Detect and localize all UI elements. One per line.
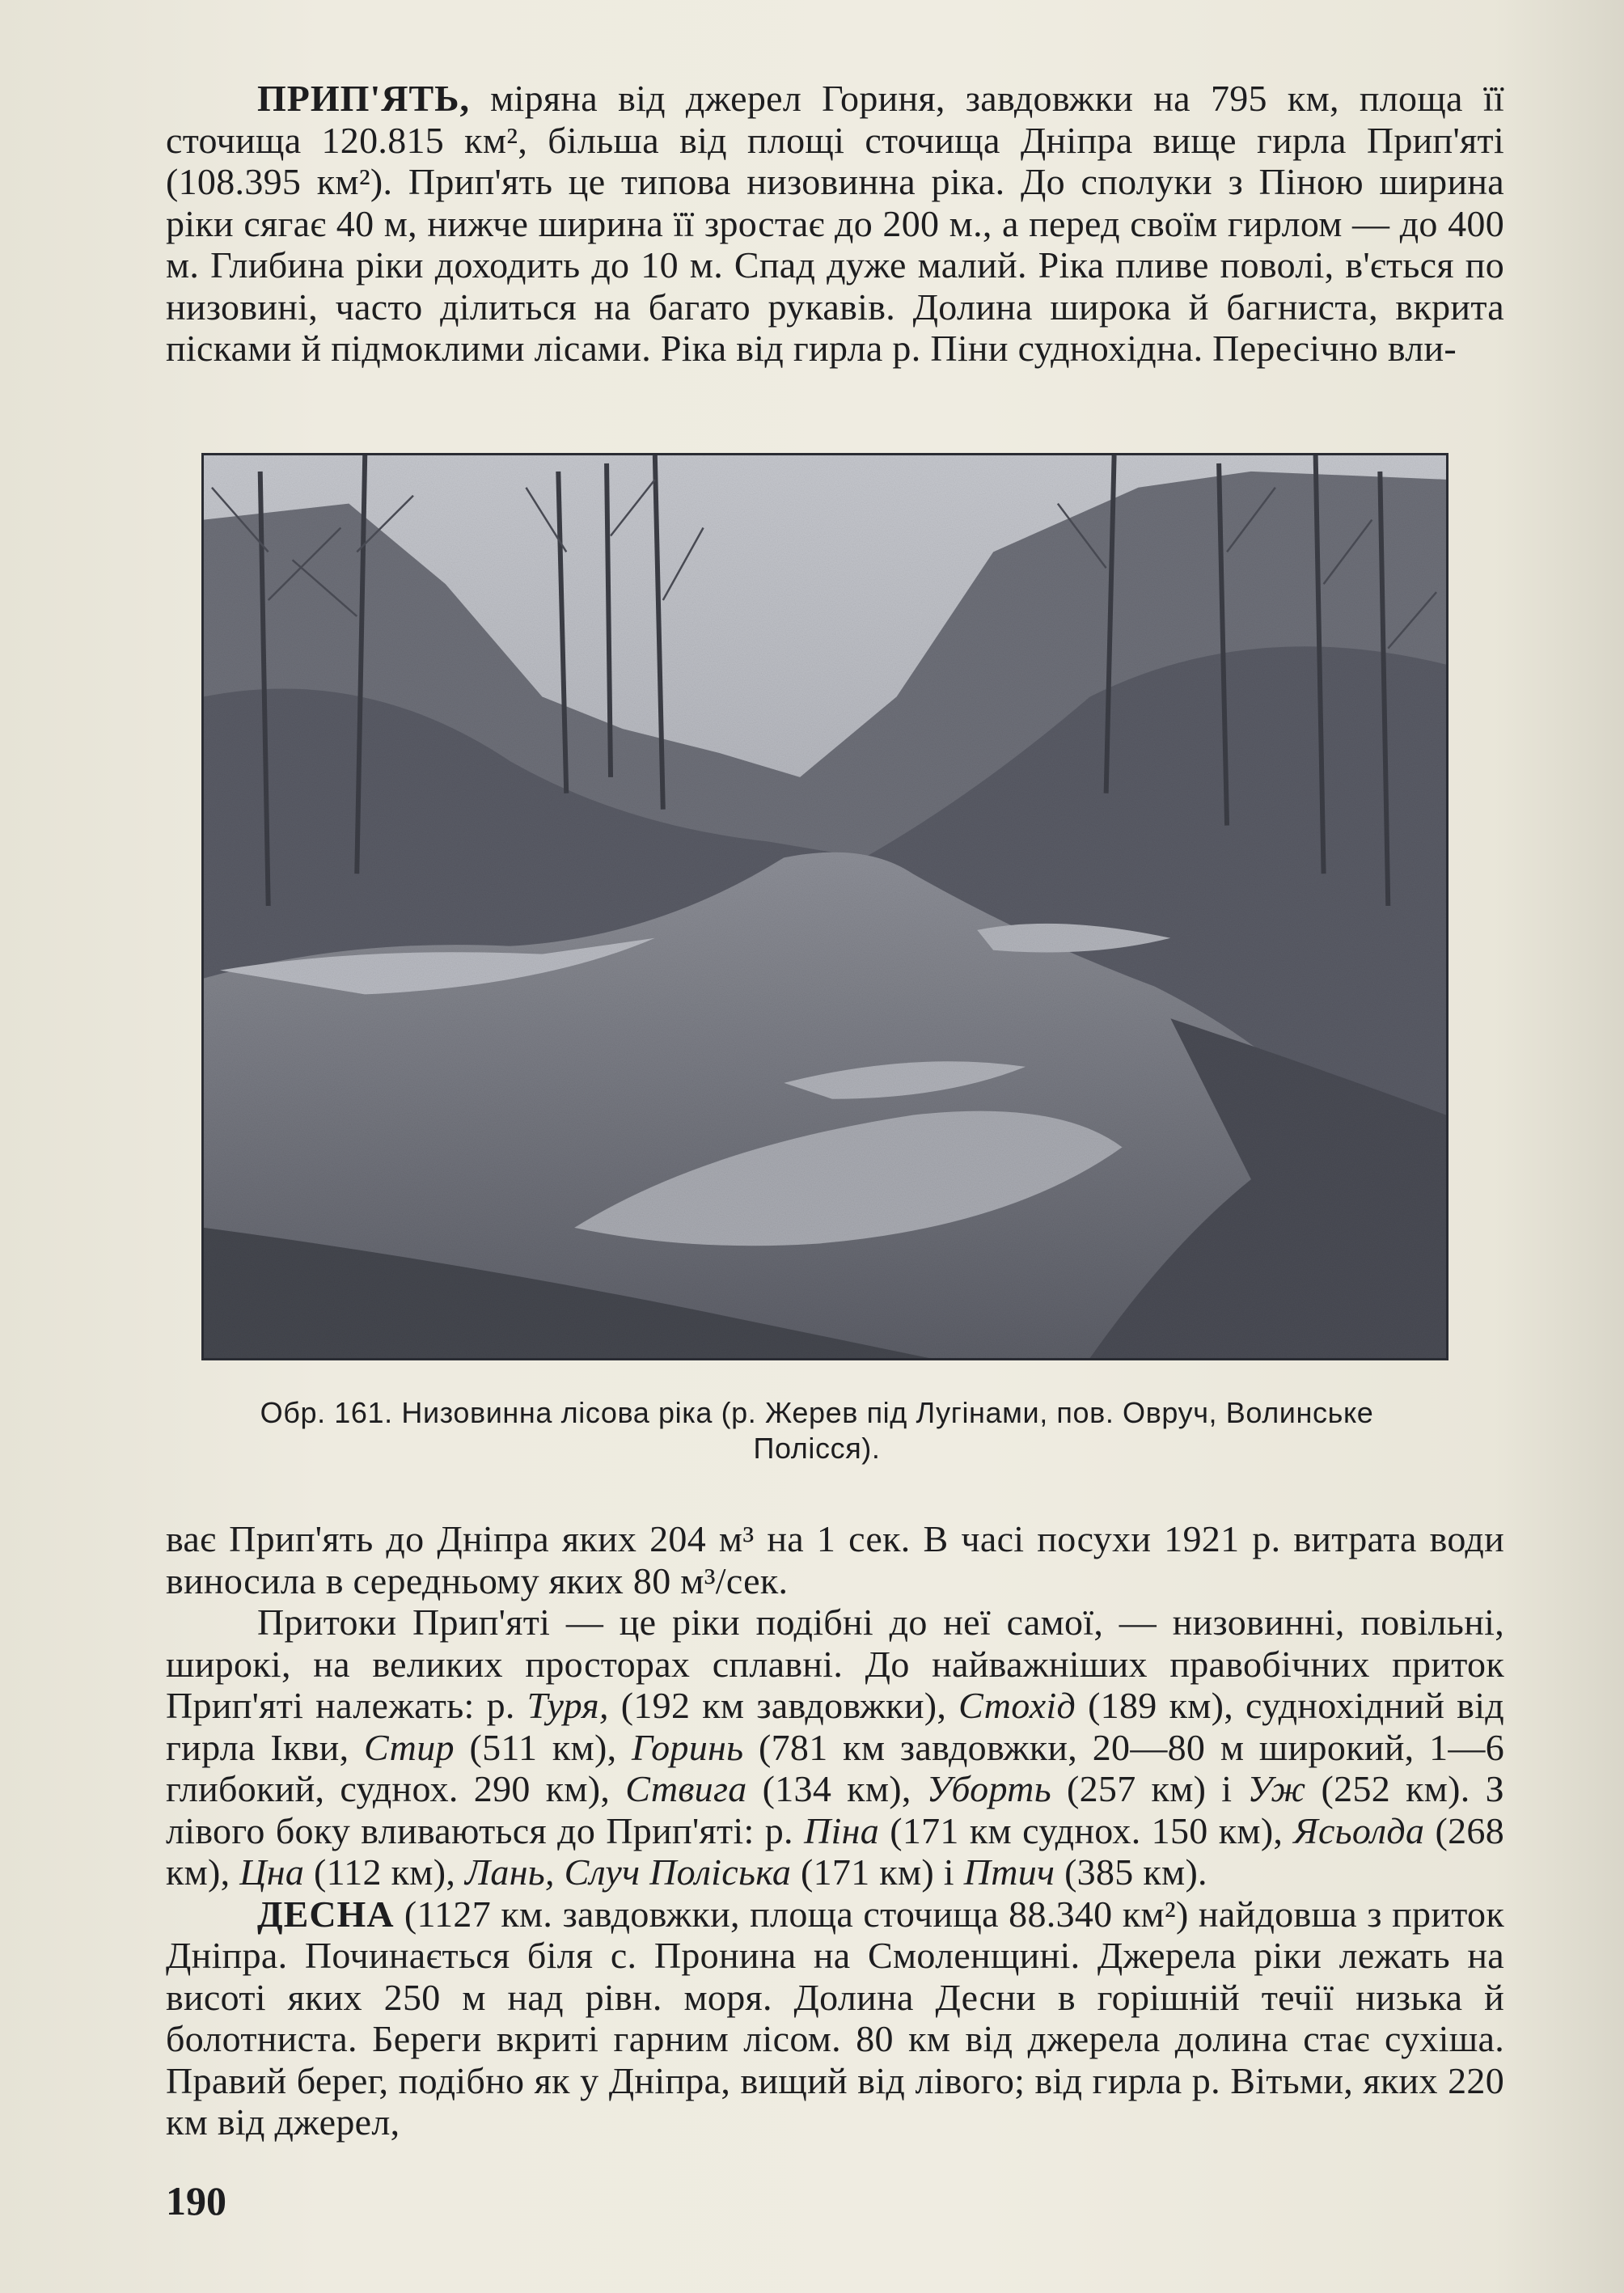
tributaries-text: (171 км суднох. 150 км), [879,1809,1294,1851]
tributaries-text: (134 км), [746,1768,927,1809]
river-name: Цна [239,1851,305,1893]
tributaries-text: (511 км), [454,1726,632,1768]
river-photo-illustration [204,455,1446,1358]
tributaries-text: (112 км), [304,1851,465,1893]
tributaries-text: (171 км) і [791,1851,964,1893]
paragraph-discharge: ває Прип'ять до Дніпра яких 204 м³ на 1 сек. В часі посухи 1921 р. витрата води виносила в середньому яких 80 м³/сек. [166,1518,1504,1601]
tributaries-text: (385 км). [1055,1851,1207,1893]
river-name: Лань, Случ Поліська [464,1851,792,1893]
river-name: Уж [1247,1768,1306,1809]
tributaries-text: (252 км). З лівого боку вливаються до Прип'яті: р. [166,1768,1504,1851]
paragraph-desna-text: (1127 км. завдовжки, площа сточища 88.340 км²) найдовша з приток Дніпра. Починається біля с. Пронина на Смоленщині. Джерела ріки лежать на висоті яких 250 м над рівн. моря. Долина Десни в горішній течії низька й болотниста. Береги вкриті гарним лісом. 80 км від джерела долина стає сухіша. Правий берег, подібно як у Дніпра, вищий від лівого; від гирла р. Вітьми, яких 220 км від джерел, [166,1893,1504,2143]
page-number: 190 [166,2178,226,2223]
paragraph-desna [166,1893,1504,2143]
tributaries-text: Притоки Прип'яті — це ріки подібні до неї самої, — низовинні, повільні, широкі, на великих просторах сплавні. До найважніших правобічних приток Прип'яті належать: р. [166,1601,1504,1726]
river-name: Стир [364,1726,455,1768]
tributaries-text: (257 км) і [1051,1768,1248,1809]
river-name: Ствига [625,1768,747,1809]
tributaries-text: (781 км завдовжки, 20—80 м широкий, 1—6 глибокий, суднох. 290 км), [166,1726,1504,1809]
figure-caption-line1: Обр. 161. Низовинна лісова ріка (р. Жерев під Лугінами, пов. Овруч, Волинське [260,1396,1374,1429]
river-name: Туря, [527,1685,609,1726]
river-name: Ясьолда [1293,1809,1425,1851]
river-name: Птич [963,1851,1055,1893]
river-name: Піна [804,1809,880,1851]
tributaries-text: (189 км), суднохідний від гирла Ікви, [166,1685,1504,1768]
figure-photo-river [201,453,1448,1360]
river-name: Горинь [632,1726,744,1768]
river-name: Уборть [926,1768,1051,1809]
paragraph-pripyat-body [166,78,1504,370]
lower-text-block [166,1518,1504,2143]
tributaries-text: (268 км), [166,1809,1504,1893]
heading-pripyat: ПРИП'ЯТЬ, [257,78,471,119]
river-name: Стохід [958,1685,1076,1726]
paragraph-pripyat-text: міряна від джерел Гориня, завдовжки на 795 км, площа її сточища 120.815 км², більша від площі сточища Дніпра вище гирла Прип'яті (108.395 км²). Прип'ять це типова низовинна ріка. До сполуки з Піною ширина ріки сягає 40 м, нижче ширина її зростає до 200 м., а перед своїм гирлом — до 400 м. Глибина ріки доходить до 10 м. Спад дуже малий. Ріка пливе поволі, в'ється по низовині, часто ділиться на багато рукавів. Долина широка й багниста, вкрита пісками й підмоклими лісами. Ріка від гирла р. Піни суднохідна. Пересічно вли- [166,78,1504,369]
tributaries-text: (192 км завдовжки), [608,1685,959,1726]
heading-desna: ДЕСНА [257,1893,395,1935]
paragraph-pripyat [166,78,1504,370]
paragraph-tributaries [166,1601,1504,1893]
figure-caption [146,1395,1488,1466]
figure-caption-line2: Полісся). [753,1432,881,1465]
